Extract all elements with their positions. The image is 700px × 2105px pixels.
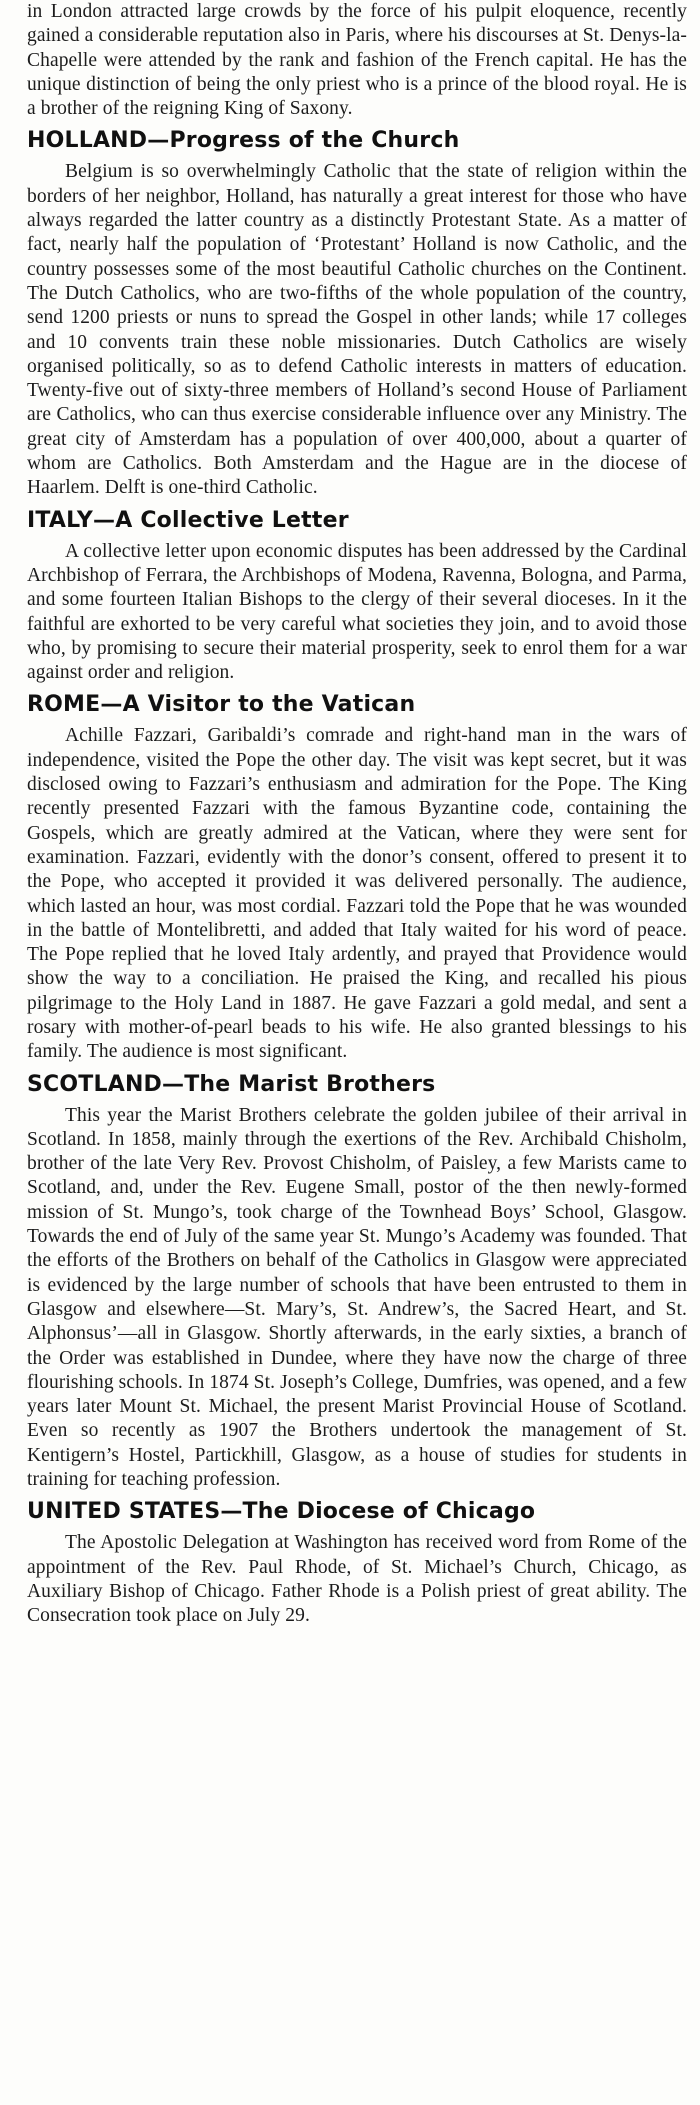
article-column — [27, 0, 687, 1629]
section-body: This year the Marist Brothers celebrate the golden jubilee of their arrival in Scotland. In 1858, mainly through the exertions of the Rev. Archibald Chisholm, brother of the late Very Rev. Provost Chisholm, of Paisley, a few Marists came to Scotland, and, under the Rev. Eugene Small, postor of the then newly-formed mission of St. Mungo’s, took charge of the Townhead Boys’ School, Glasgow. Towards the end of July of the same year St. Mungo’s Academy was founded. That the efforts of the Brothers on behalf of the Catholics in Glasgow were appreciated is evidenced by the large number of schools that have been entrusted to them in Glasgow and elsewhere—St. Mary’s, St. Andrew’s, the Sacred Heart, and St. Alphonsus’—all in Glasgow. Shortly afterwards, in the early sixties, a branch of the Order was established in Dundee, where they have now the charge of three flourishing schools. In 1874 St. Joseph’s College, Dumfries, was opened, and a few years later Mount St. Michael, the present Marist Provincial House of Scotland. Even so recently as 1907 the Brothers undertook the management of St. Kentigern’s Hostel, Partickhill, Glasgow, as a house of studies for students in training for teaching profession. — [27, 1104, 687, 1491]
section-body: A collective letter upon economic disputes has been addressed by the Cardinal Archbishop of Ferrara, the Archbishops of Modena, Ravenna, Bologna, and Parma, and some fourteen Italian Bishops to the clergy of their several dioceses. In it the faithful are exhorted to be very careful what societies they join, and to avoid those who, by promising to secure their material prosperity, seek to enrol them for a war against order and religion. — [27, 540, 687, 684]
section-united-states — [27, 1498, 687, 1628]
section-scotland — [27, 1071, 687, 1493]
section-holland — [27, 127, 687, 500]
section-body: Belgium is so overwhelmingly Catholic that the state of religion within the borders of her neighbor, Holland, has naturally a great interest for those who have always regarded the latter country as a distinctly Protestant State. As a matter of fact, nearly half the population of ‘Protestant’ Holland is now Catholic, and the country possesses some of the most beautiful Catholic churches on the Continent. The Dutch Catholics, who are two-fifths of the whole population of the country, send 1200 priests or nuns to spread the Gospel in other lands; while 17 colleges and 10 convents train these noble missionaries. Dutch Catholics are wisely organised politically, so as to defend Catholic interests in matters of education. Twenty-five out of sixty-three members of Holland’s second House of Parliament are Catholics, who can thus exercise considerable influence over any Ministry. The great city of Amsterdam has a population of over 400,000, about a quarter of whom are Catholics. Both Amsterdam and the Hague are in the diocese of Haarlem. Delft is one-third Catholic. — [27, 161, 687, 499]
section-heading: HOLLAND—Progress of the Church — [27, 128, 460, 154]
section-body: The Apostolic Delegation at Washington has received word from Rome of the appointment of the Rev. Paul Rhode, of St. Michael’s Church, Chicago, as Auxiliary Bishop of Chicago. Father Rhode is a Polish priest of great ability. The Consecration took place on July 29. — [27, 1532, 687, 1627]
section-heading: SCOTLAND—The Marist Brothers — [27, 1071, 436, 1097]
section-heading: ITALY—A Collective Letter — [27, 507, 349, 533]
section-italy — [27, 507, 687, 686]
section-rome — [27, 691, 687, 1064]
section-heading: UNITED STATES—The Diocese of Chicago — [27, 1499, 536, 1525]
section-heading: ROME—A Visitor to the Vatican — [27, 692, 416, 718]
intro-paragraph: in London attracted large crowds by the force of his pulpit eloquence, recently gained a considerable reputation also in Paris, where his discourses at St. Denys-la-Chapelle were attended by the rank and fashion of the French capital. He has the unique distinction of being the only priest who is a prince of the blood royal. He is a brother of the reigning King of Saxony. — [27, 1, 687, 120]
section-body: Achille Fazzari, Garibaldi’s comrade and right-hand man in the wars of independence, visited the Pope the other day. The visit was kept secret, but it was disclosed owing to Fazzari’s enthusiasm and admiration for the Pope. The King recently presented Fazzari with the famous Byzantine code, containing the Gospels, which are greatly admired at the Vatican, where they were sent for examination. Fazzari, evidently with the donor’s consent, offered to present it to the Pope, who accepted it provided it was delivered personally. The audience, which lasted an hour, was most cordial. Fazzari told the Pope that he was wounded in the battle of Montelibretti, and added that Italy waited for his word of peace. The Pope replied that he loved Italy ardently, and prayed that Providence would show the way to a conciliation. He praised the King, and recalled his pious pilgrimage to the Holy Land in 1887. He gave Fazzari a gold medal, and sent a rosary with mother-of-pearl beads to his wife. He also granted blessings to his family. The audience is most significant. — [27, 725, 687, 1063]
